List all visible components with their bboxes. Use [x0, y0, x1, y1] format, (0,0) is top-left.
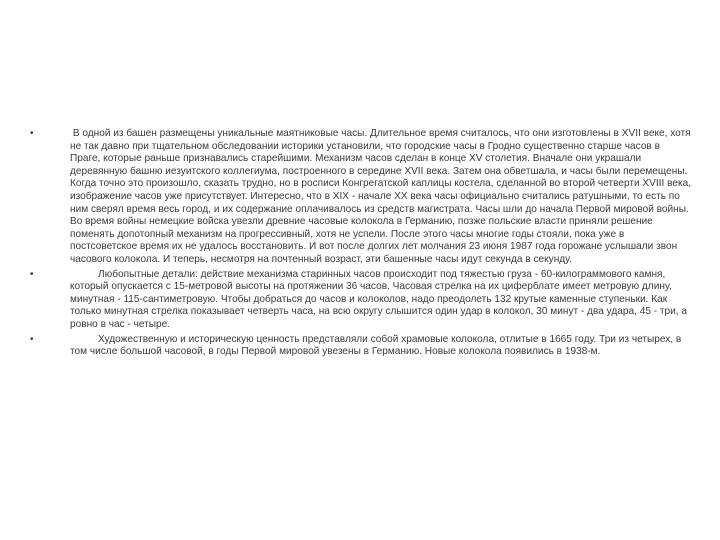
- bullet-item-history: [30, 128, 692, 267]
- bullet-icon: •: [30, 268, 34, 280]
- bullet-item-bells: [30, 334, 692, 359]
- bullet-icon: •: [30, 128, 34, 139]
- paragraph-history: В одной из башен размещены уникальные маятниковые часы. Длительное время считалось, что они изготовлены в XVII веке, хотя не так давно при тщательном обследовании историки установили, что городские часы в Гродно существенно старше часов в Праге, которые раньше признавались старейшими. Механизм часов сделан в конце XV столетия. Вначале они украшали деревянную башню иезуитского коллегиума, построенного в середине XVII века. Затем она обветшала, и часы были перемещены. Когда точно это произошло, сказать трудно, но в росписи Конгрегатской каплицы костела, сделанной во второй четверти XVIII века, изображение часов уже присутствует. Интересно, что в XIX - начале XX века часы официально считались ратушными, то есть по ним сверял время весь город, и их содержание оплачивалось из средств магистрата. Часы шли до начала Первой мировой войны. Во время войны немецкие войска увезли древние часовые колокола в Германию, позже польские власти приняли решение поменять допотопный механизм на прогрессивный, хотя не успели. После этого часы многие годы стояли, пока уже в постсоветское время их не удалось восстановить. И вот после долгих лет молчания 23 июня 1987 года горожане услышали звон часового колокола. И теперь, несмотря на почтенный возраст, эти башенные часы идут секунда в секунду.: [70, 128, 694, 265]
- paragraph-bells: Художественную и историческую ценность представляли собой храмовые колокола, отлитые в 1665 году. Три из четырех, в том числе большой часовой, в годы Первой мировой увезены в Германию. Новые колокола появились в 1938-м.: [70, 333, 685, 358]
- bullet-list: [30, 128, 692, 361]
- paragraph-mechanism-details: Любопытные детали: действие механизма старинных часов происходит под тяжестью груза - 60-килограммового камня, который опускается с 15-метровой высоты на протяжении 36 часов. Часовая стрелка на их циферблате имеет метровую длину, минутная - 115-сантиметровую. Чтобы добраться до часов и колоколов, надо преодолеть 132 крутые каменные ступеньки. Как только минутная стрелка показывает четверть часа, на всю округу слышится один удар в колокол, 30 минут - два удара, 45 - три, а ровно в час - четыре.: [70, 268, 690, 330]
- bullet-item-mechanism-details: [30, 269, 692, 332]
- bullet-icon: •: [30, 333, 34, 345]
